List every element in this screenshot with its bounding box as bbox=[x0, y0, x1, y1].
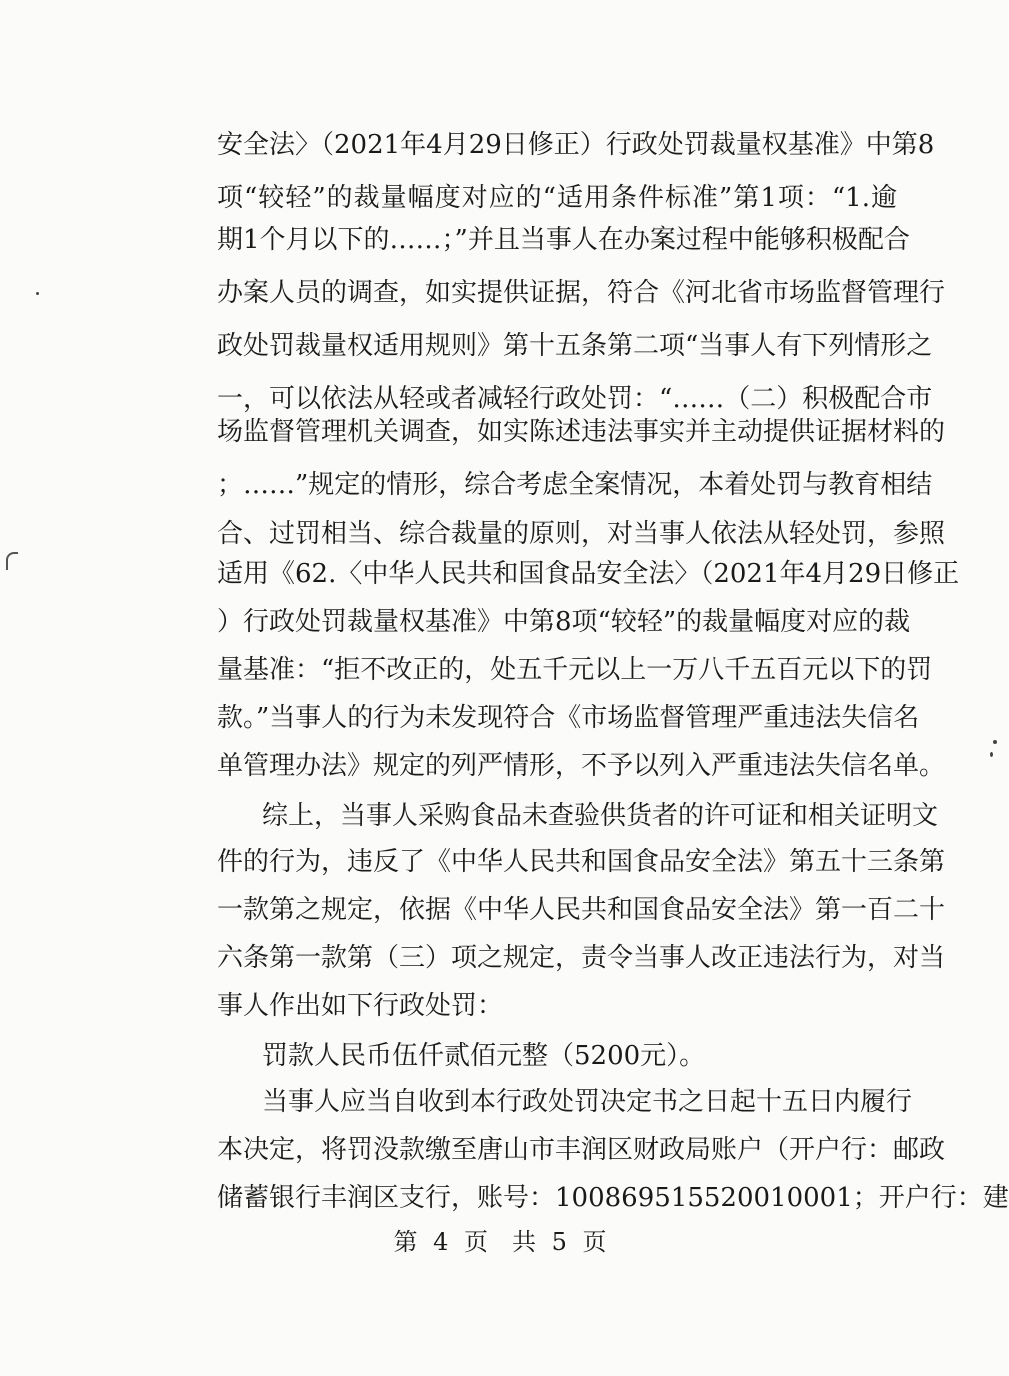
body-line-23: 储蓄银行丰润区支行，账号：100869515520010001；开户行：建 bbox=[217, 1183, 1009, 1213]
body-line-7: 场监督管理机关调查，如实陈述违法事实并主动提供证据材料的 bbox=[217, 417, 946, 447]
scan-edge-mark bbox=[6, 552, 18, 570]
body-line-18: 六条第一款第（三）项之规定，责令当事人改正违法行为，对当 bbox=[217, 943, 946, 973]
scan-speck bbox=[36, 292, 39, 295]
penalty-line: 罚款人民币伍仟贰佰元整（5200元）。 bbox=[262, 1041, 706, 1071]
body-line-17: 一款第之规定，依据《中华人民共和国食品安全法》第一百二十 bbox=[217, 895, 946, 925]
body-line-15: 综上，当事人采购食品未查验供货者的许可证和相关证明文 bbox=[262, 801, 939, 831]
body-line-4: 办案人员的调查，如实提供证据，符合《河北省市场监督管理行 bbox=[217, 278, 946, 308]
body-line-12: 量基准：“拒不改正的，处五千元以上一万八千五百元以下的罚 bbox=[217, 655, 933, 685]
body-line-19: 事人作出如下行政处罚： bbox=[217, 991, 504, 1021]
scan-speck bbox=[993, 740, 997, 744]
body-line-21: 当事人应当自收到本行政处罚决定书之日起十五日内履行 bbox=[262, 1087, 913, 1117]
body-line-5: 政处罚裁量权适用规则》第十五条第二项“当事人有下列情形之 bbox=[217, 331, 933, 361]
body-line-10: 适用《62.〈中华人民共和国食品安全法〉（2021年4月29日修正 bbox=[217, 559, 960, 589]
body-line-3: 期1个月以下的……；”并且当事人在办案过程中能够积极配合 bbox=[217, 225, 910, 255]
body-line-13: 款。”当事人的行为未发现符合《市场监督管理严重违法失信名 bbox=[217, 703, 920, 733]
body-line-9: 合、过罚相当、综合裁量的原则，对当事人依法从轻处罚，参照 bbox=[217, 519, 946, 549]
body-line-22: 本决定，将罚没款缴至唐山市丰润区财政局账户（开户行：邮政 bbox=[217, 1135, 946, 1165]
scan-speck bbox=[990, 752, 993, 757]
body-line-8: ；……”规定的情形，综合考虑全案情况，本着处罚与教育相结 bbox=[217, 470, 933, 500]
body-line-11: ）行政处罚裁量权基准》中第8项“较轻”的裁量幅度对应的裁 bbox=[217, 607, 911, 637]
body-line-14: 单管理办法》规定的列严情形，不予以列入严重违法失信名单。 bbox=[217, 751, 946, 781]
page-number-footer: 第 4 页 共 5 页 bbox=[393, 1228, 607, 1256]
body-line-16: 件的行为，违反了《中华人民共和国食品安全法》第五十三条第 bbox=[217, 847, 946, 877]
body-line-1: 安全法〉（2021年4月29日修正）行政处罚裁量权基准》中第8 bbox=[217, 130, 935, 160]
body-line-2: 项“较轻”的裁量幅度对应的“适用条件标准”第1项：“1.逾 bbox=[217, 183, 897, 213]
body-line-6: 一，可以依法从轻或者减轻行政处罚：“……（二）积极配合市 bbox=[217, 384, 933, 414]
